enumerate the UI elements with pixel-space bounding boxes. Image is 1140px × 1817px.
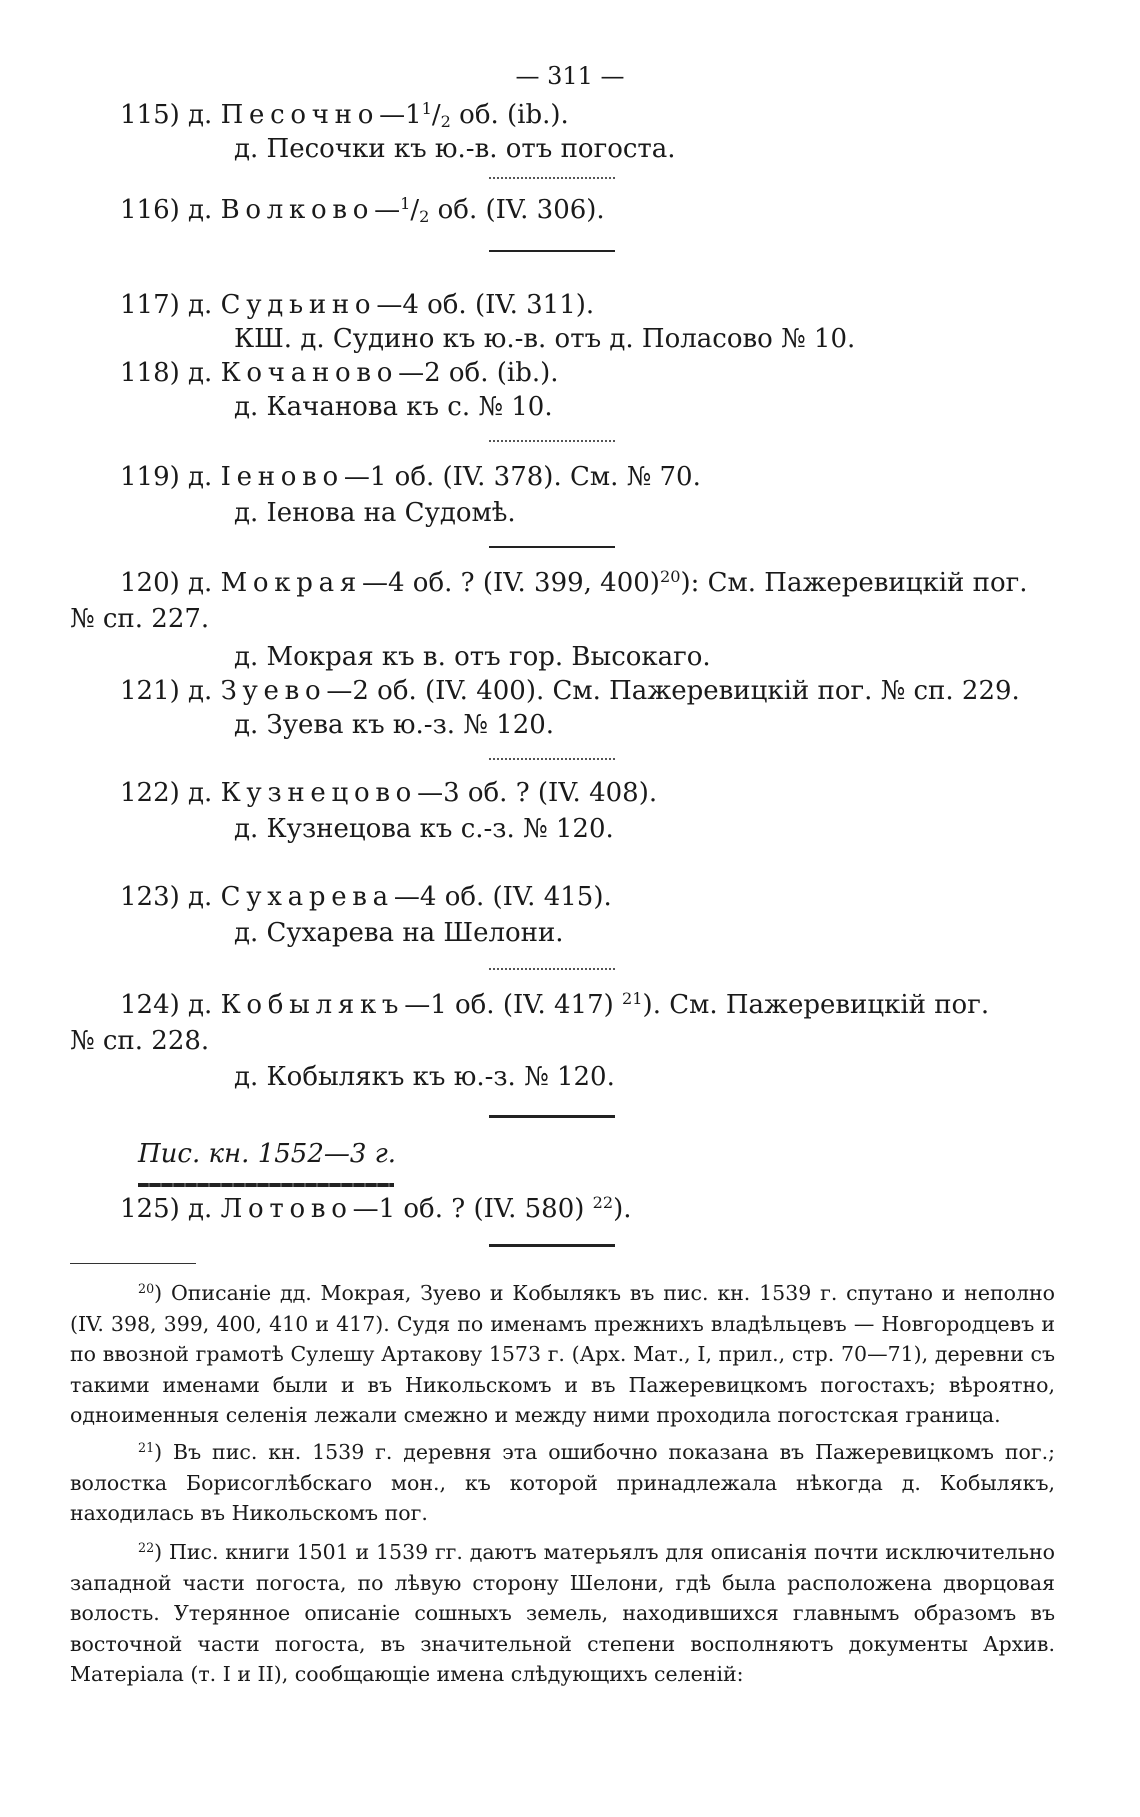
- entry-124-continuation: № сп. 228.: [70, 1026, 210, 1056]
- entry-number: 120): [120, 568, 180, 598]
- entry-119-line: [120, 460, 701, 494]
- entry-prefix: д.: [188, 195, 213, 225]
- section-heading-underline: [138, 1183, 394, 1187]
- footnote-mark: 21: [138, 1440, 155, 1456]
- entry-116-line: 116) д. $Волково—^1/_2$ об. (IV. 306).: [120, 194, 605, 227]
- entry-117-line: [120, 288, 594, 322]
- entry-122-line: [120, 776, 657, 810]
- entry-rest: —1 об. (IV. 417): [404, 990, 623, 1020]
- entry-117-modern: КШ. д. Судино къ ю.-в. отъ д. Поласово № 10.: [234, 324, 856, 354]
- entry-number: 122): [120, 778, 180, 808]
- village-name: Мокрая: [220, 568, 362, 598]
- entry-rest: ): См. Пажеревицкій пог.: [680, 568, 1028, 598]
- entry-prefix: д.: [188, 1194, 213, 1224]
- village-name: Песочно: [220, 100, 380, 130]
- entry-number: 123): [120, 882, 180, 912]
- section-heading: Пис. кн. 1552—3 г.: [138, 1139, 397, 1169]
- village-name: Іеново: [220, 462, 344, 492]
- footnote-ref[interactable]: 21: [622, 989, 643, 1009]
- entry-number: 118): [120, 358, 180, 388]
- entry-123-modern: д. Сухарева на Шелони.: [234, 918, 564, 948]
- separator-rule: [489, 1115, 615, 1118]
- entry-rest: об. (IV. 306).: [429, 195, 605, 225]
- entry-prefix: д.: [188, 462, 213, 492]
- entry-rest: —2 об. (IV. 400). См. Пажеревицкій пог. № сп. 229.: [326, 676, 1020, 706]
- fraction-numerator: 1: [400, 194, 411, 214]
- separator-rule: [489, 758, 615, 760]
- village-name: Кузнецово: [220, 778, 418, 808]
- entry-rest: —4 об. (IV. 311).: [376, 290, 595, 320]
- entry-rest: —1 об. (IV. 378). См. № 70.: [343, 462, 701, 492]
- entry-prefix: д.: [188, 778, 213, 808]
- entry-number: 124): [120, 990, 180, 1020]
- footnote-ref[interactable]: 22: [592, 1193, 614, 1213]
- page-number: — 311 —: [515, 62, 625, 90]
- entry-prefix: д.: [188, 290, 213, 320]
- entry-rest: —: [374, 195, 401, 225]
- entry-number: 116): [120, 195, 180, 225]
- entry-prefix: д.: [188, 568, 213, 598]
- entry-prefix: д.: [188, 990, 213, 1020]
- entry-rest: —2 об. (ib.).: [398, 358, 559, 388]
- fraction-denominator: 2: [419, 207, 430, 227]
- entry-number: 117): [120, 290, 180, 320]
- separator-rule: [489, 1244, 615, 1247]
- separator-rule: [489, 177, 615, 179]
- entry-122-modern: д. Кузнецова къ с.-з. № 120.: [234, 814, 614, 844]
- entry-rest: об. (ib.).: [450, 100, 569, 130]
- entry-115-line: 115) д. $Песочно—1^1/_2$ об. (ib.).: [120, 99, 569, 132]
- footnote-mark: 20: [138, 1281, 155, 1297]
- footnote-20: [70, 1278, 1055, 1431]
- entry-rest: ). См. Пажеревицкій пог.: [642, 990, 990, 1020]
- village-name: Кочаново: [220, 358, 399, 388]
- entry-121-modern: д. Зуева къ ю.-з. № 120.: [234, 710, 555, 740]
- entry-124-modern: д. Кобылякъ къ ю.-з. № 120.: [234, 1062, 615, 1092]
- village-name: Лотово: [220, 1194, 353, 1224]
- entry-119-modern: д. Іенова на Судомѣ.: [234, 498, 516, 528]
- fraction-denominator: 2: [440, 112, 451, 132]
- fraction-numerator: 1: [421, 99, 432, 119]
- separator-rule: [489, 546, 615, 548]
- entry-121-line: [120, 674, 1020, 708]
- entry-120-modern: д. Мокрая къ в. отъ гор. Высокаго.: [234, 642, 711, 672]
- entry-number: 115): [120, 100, 180, 130]
- entry-prefix: д.: [188, 100, 213, 130]
- entry-number: 125): [120, 1194, 180, 1224]
- entry-124-line: [120, 988, 989, 1022]
- village-name: Волково: [220, 195, 375, 225]
- entry-118-line: [120, 356, 559, 390]
- footnote-ref[interactable]: 20: [659, 567, 681, 587]
- entry-rest: ).: [613, 1194, 632, 1224]
- entry-number: 121): [120, 676, 180, 706]
- village-name: Судьино: [220, 290, 377, 320]
- entry-prefix: д.: [188, 358, 213, 388]
- entry-120-continuation: № сп. 227.: [70, 604, 210, 634]
- entry-125-line: [120, 1192, 632, 1226]
- entry-rest: —3 об. ? (IV. 408).: [417, 778, 658, 808]
- entry-118-modern: д. Качанова къ с. № 10.: [234, 392, 553, 422]
- entry-123-line: [120, 880, 612, 914]
- entry-rest: —4 об. (IV. 415).: [393, 882, 612, 912]
- entry-prefix: д.: [188, 882, 213, 912]
- entry-115-modern: д. Песочки къ ю.-в. отъ погоста.: [234, 134, 676, 164]
- entry-prefix: д.: [188, 676, 213, 706]
- village-name: Кобылякъ: [220, 990, 405, 1020]
- village-name: Сухарева: [220, 882, 394, 912]
- entry-rest: —1 об. ? (IV. 580): [352, 1194, 593, 1224]
- entry-number: 119): [120, 462, 180, 492]
- separator-rule: [489, 440, 615, 442]
- footnote-text: ) Въ пис. кн. 1539 г. деревня эта ошибочно показана въ Пажеревицкомъ пог.; волостка Борисоглѣбскаго мон., къ которой принадлежала нѣкогда д. Кобылякъ, находилась въ Никольскомъ пог.: [70, 1440, 1055, 1526]
- footnote-text: ) Описаніе дд. Мокрая, Зуево и Кобылякъ въ пис. кн. 1539 г. спутано и неполно (IV. 398, 399, 400, 410 и 417). Судя по именамъ прежнихъ владѣльцевъ — Новгородцевъ и по ввозной грамотѣ Сулешу Артакову 1573 г. (Арх. Мат., I, прил., стр. 70—71), деревни съ такими именами были и въ Никольскомъ и въ Пажеревицкомъ погостахъ; вѣроятно, одноименныя селенія лежали смежно и между ними проходила погостская граница.: [70, 1281, 1055, 1428]
- separator-rule: [489, 250, 615, 252]
- village-name: Зуево: [220, 676, 327, 706]
- footnote-22: [70, 1537, 1055, 1690]
- footnote-rule: [70, 1263, 196, 1264]
- footnote-text: ) Пис. книги 1501 и 1539 гг. даютъ матерьялъ для описанія почти исключительно западной части погоста, по лѣвую сторону Шелони, гдѣ была расположена дворцовая волость. Утерянное описаніе сошныхъ земель, находившихся главнымъ образомъ въ восточной части погоста, въ значительной степени восполняютъ документы Архив. Матеріала (т. I и II), сообщающіе имена слѣдующихъ селеній:: [70, 1540, 1055, 1687]
- footnote-21: [70, 1437, 1055, 1529]
- entry-120-line: [120, 566, 1028, 600]
- entry-rest: —4 об. ? (IV. 399, 400): [362, 568, 660, 598]
- separator-rule: [489, 968, 615, 970]
- entry-rest: —1: [379, 100, 422, 130]
- footnote-mark: 22: [138, 1540, 155, 1556]
